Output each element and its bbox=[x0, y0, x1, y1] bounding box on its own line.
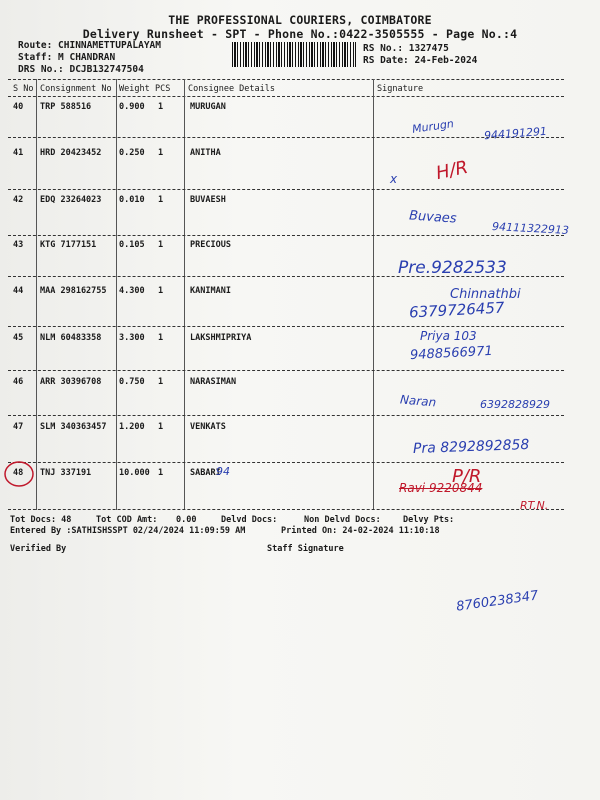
row-consignee: KANIMANI bbox=[190, 286, 231, 296]
delivered-docs: Delvd Docs: bbox=[221, 515, 278, 525]
non-delivered-docs: Non Delvd Docs: bbox=[304, 515, 381, 525]
row-consignee: MURUGAN bbox=[190, 102, 226, 112]
row-consignment: TNJ 337191 bbox=[40, 468, 92, 478]
row-consignment: TRP 588516 bbox=[40, 102, 92, 112]
col-header-consignment: Consignment No bbox=[40, 84, 112, 94]
handwritten-note: P/R bbox=[452, 466, 482, 487]
red-circle-mark bbox=[3, 458, 37, 490]
table-bottom-rule bbox=[8, 509, 564, 510]
row-separator bbox=[8, 462, 564, 463]
column-divider bbox=[184, 79, 185, 510]
handwritten-phone: 6379726457 bbox=[408, 298, 505, 322]
row-pcs: 1 bbox=[158, 377, 164, 387]
row-consignee: SABARI bbox=[190, 468, 221, 478]
row-pcs: 1 bbox=[158, 468, 164, 478]
delivery-points: Delvy Pts: bbox=[403, 515, 455, 525]
handwritten-mark: 94 bbox=[216, 465, 230, 478]
drs-number: DRS No.: DCJB132747504 bbox=[18, 64, 144, 75]
row-pcs: 1 bbox=[158, 333, 164, 343]
row-consignee: VENKATS bbox=[190, 422, 226, 432]
col-header-pcs: PCS bbox=[155, 84, 171, 94]
handwritten-phone: 9488566971 bbox=[409, 343, 494, 364]
col-header-sno: S No bbox=[13, 84, 34, 94]
rs-number: RS No.: 1327475 bbox=[363, 43, 449, 54]
row-pcs: 1 bbox=[158, 422, 164, 432]
handwritten-struck-signature: Ravi 9220844 bbox=[399, 481, 483, 495]
company-title: THE PROFESSIONAL COURIERS, COIMBATORE bbox=[168, 13, 432, 27]
handwritten-phone: 8760238347 bbox=[455, 588, 540, 615]
verified-by: Verified By bbox=[10, 544, 67, 554]
row-consignment: NLM 60483358 bbox=[40, 333, 102, 343]
row-consignee: NARASIMAN bbox=[190, 377, 237, 387]
row-consignment: ARR 30396708 bbox=[40, 377, 102, 387]
row-weight: 0.900 bbox=[119, 102, 145, 112]
total-docs: Tot Docs: 48 bbox=[10, 515, 72, 525]
handwritten-name: Murugn bbox=[411, 117, 455, 136]
row-separator bbox=[8, 189, 564, 190]
row-sno: 43 bbox=[13, 240, 24, 250]
row-separator bbox=[8, 235, 564, 236]
col-header-signature: Signature bbox=[377, 84, 424, 94]
row-sno: 48 bbox=[13, 468, 24, 478]
handwritten-note: H/R bbox=[434, 156, 470, 185]
row-weight: 4.300 bbox=[119, 286, 145, 296]
row-separator bbox=[8, 415, 564, 416]
col-header-weight: Weight bbox=[119, 84, 150, 94]
row-pcs: 1 bbox=[158, 102, 164, 112]
barcode bbox=[232, 42, 356, 67]
handwritten-name: Naran bbox=[399, 392, 437, 410]
row-weight: 1.200 bbox=[119, 422, 145, 432]
staff-signature: Staff Signature bbox=[267, 544, 344, 554]
staff-label: Staff: M CHANDRAN bbox=[18, 52, 116, 63]
row-consignment: KTG 7177151 bbox=[40, 240, 97, 250]
row-consignee: PRECIOUS bbox=[190, 240, 231, 250]
row-weight: 3.300 bbox=[119, 333, 145, 343]
row-separator bbox=[8, 137, 564, 138]
row-weight: 0.105 bbox=[119, 240, 145, 250]
handwritten-phone: 944191291 bbox=[483, 124, 548, 143]
row-consignee: ANITHA bbox=[190, 148, 221, 158]
route-label: Route: CHINNAMETTUPALAYAM bbox=[18, 40, 161, 51]
handwritten-phone: 6392828929 bbox=[480, 398, 550, 411]
row-sno: 46 bbox=[13, 377, 24, 387]
handwritten-signature: Pre.9282533 bbox=[398, 258, 507, 278]
rs-date: RS Date: 24-Feb-2024 bbox=[363, 55, 478, 66]
row-consignment: EDQ 23264023 bbox=[40, 195, 102, 205]
column-divider bbox=[116, 79, 117, 510]
row-pcs: 1 bbox=[158, 240, 164, 250]
handwritten-name: Priya 103 bbox=[420, 329, 477, 343]
row-weight: 0.010 bbox=[119, 195, 145, 205]
handwritten-name: Chinnathbi bbox=[450, 287, 521, 302]
row-sno: 41 bbox=[13, 148, 24, 158]
handwritten-note: RT.N. bbox=[520, 499, 549, 512]
row-pcs: 1 bbox=[158, 195, 164, 205]
row-consignment: MAA 298162755 bbox=[40, 286, 107, 296]
total-cod-label: Tot COD Amt: bbox=[96, 515, 158, 525]
row-sno: 40 bbox=[13, 102, 24, 112]
col-header-consignee: Consignee Details bbox=[188, 84, 275, 94]
row-pcs: 1 bbox=[158, 286, 164, 296]
row-weight: 0.750 bbox=[119, 377, 145, 387]
row-sno: 44 bbox=[13, 286, 24, 296]
row-separator bbox=[8, 370, 564, 371]
column-divider bbox=[373, 79, 374, 510]
row-consignee: LAKSHMIPRIYA bbox=[190, 333, 252, 343]
total-cod-amount: 0.00 bbox=[176, 515, 197, 525]
row-separator bbox=[8, 326, 564, 327]
row-pcs: 1 bbox=[158, 148, 164, 158]
row-consignee: BUVAESH bbox=[190, 195, 226, 205]
runsheet-subtitle: Delivery Runsheet - SPT - Phone No.:0422-3505555 - Page No.:4 bbox=[82, 27, 518, 41]
handwritten-mark: x bbox=[390, 172, 398, 186]
row-sno: 45 bbox=[13, 333, 24, 343]
handwritten-signature: Pra 8292892858 bbox=[412, 436, 530, 458]
row-sno: 47 bbox=[13, 422, 24, 432]
row-weight: 0.250 bbox=[119, 148, 145, 158]
row-consignment: SLM 340363457 bbox=[40, 422, 107, 432]
table-top-rule bbox=[8, 79, 564, 80]
entered-by: Entered By :SATHISHSSPT 02/24/2024 11:09:59 AM bbox=[10, 526, 246, 536]
row-consignment: HRD 20423452 bbox=[40, 148, 102, 158]
column-divider bbox=[36, 79, 37, 510]
row-weight: 10.000 bbox=[119, 468, 150, 478]
handwritten-name: Buvaes bbox=[408, 208, 458, 227]
row-sno: 42 bbox=[13, 195, 24, 205]
header-bottom-rule bbox=[8, 96, 564, 97]
handwritten-phone: 94111322913 bbox=[491, 219, 570, 238]
printed-on: Printed On: 24-02-2024 11:10:18 bbox=[281, 526, 440, 536]
